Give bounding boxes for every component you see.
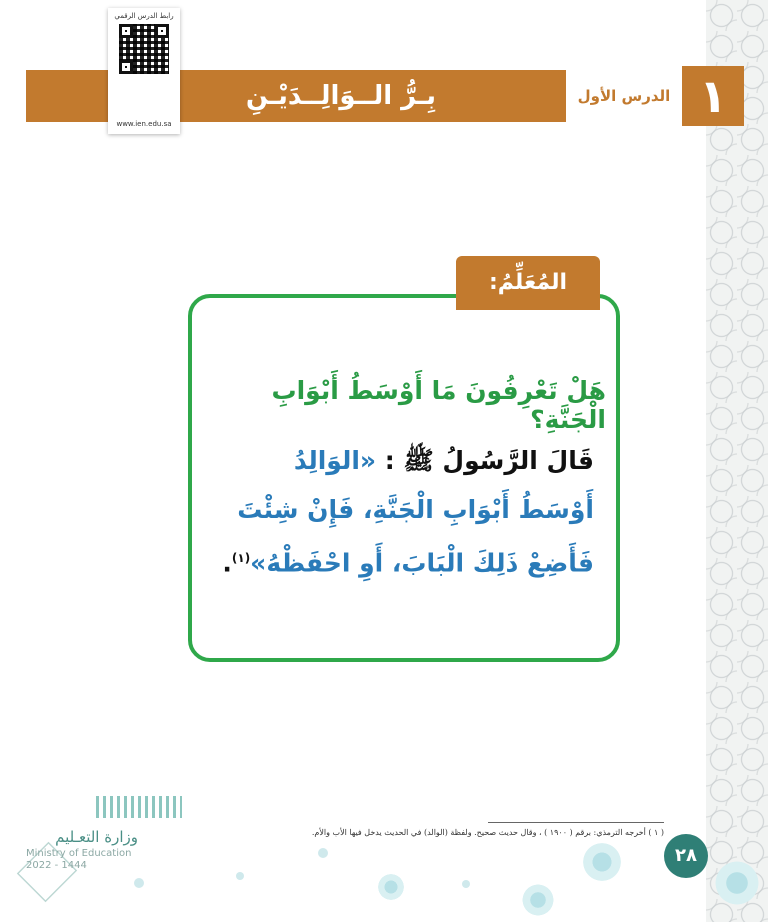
lesson-title: بِـرُّ الــوَالِــدَيْـنِ [245,81,436,111]
hadith-text: «الوَالِدُ أَوْسَطُ أَبْوَابِ الْجَنَّةِ، فَإِنْ شِئْتَ فَأَضِعْ ذَلِكَ الْبَابَ، أَوِ احْفَظْهُ» [237,446,594,578]
lesson-label: الدرس الأول [577,87,671,105]
question-text: هَلْ تَعْرِفُونَ مَا أَوْسَطُ أَبْوَابِ الْجَنَّةِ؟ [271,376,606,434]
flower-decoration [712,858,762,908]
logo-bars-icon [96,796,182,818]
footnote-text: ( ١ ) أخرجه الترمذي: برقم ( ١٩٠٠ ) ، وقال حديث صحيح. ولفظة (الوالد) في الحديث يدخل فيها الأب والأم. [311,828,664,837]
flower-decoration [376,872,406,902]
qr-code-icon[interactable] [119,24,169,74]
hadith-paragraph [214,436,594,587]
footnote-divider [488,822,664,823]
dot-decoration [462,880,470,888]
ministry-name-ar: وزارة التعـليم [55,828,138,846]
dot-decoration [236,872,244,880]
end-mark: . [222,548,232,578]
page-number: ٢٨ [664,834,708,878]
ministry-name-en: Ministry of Education [26,848,132,859]
qr-url[interactable]: www.ien.edu.sa [116,120,172,128]
qr-code-card[interactable] [108,8,180,134]
lesson-number: ١ [682,66,744,126]
ministry-logo [18,796,188,906]
flower-decoration [520,882,556,918]
decorative-side-pattern [706,0,768,922]
flower-decoration [580,840,624,884]
qr-label: رابط الدرس الرقمي [114,12,174,20]
dot-decoration [318,848,328,858]
teacher-tab-label: المُعَلِّمُ: [456,256,600,310]
ministry-year: 2022 - 1444 [26,860,87,871]
footnote-marker: (١) [231,551,251,565]
lesson-title-banner [26,70,566,122]
hadith-intro: قَالَ الرَّسُولُ ﷺ : [384,446,594,475]
